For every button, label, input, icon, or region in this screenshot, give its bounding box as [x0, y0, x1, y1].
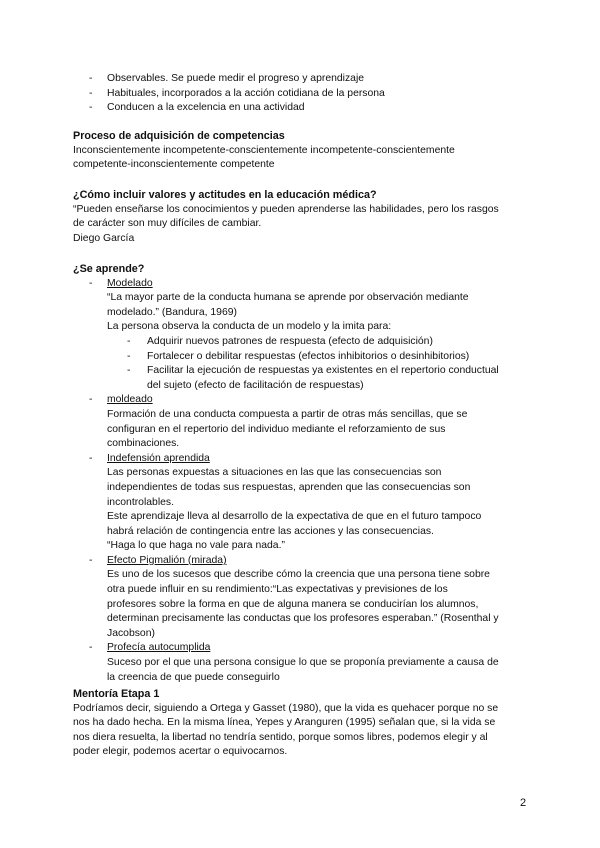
item-title: - Modelado	[107, 277, 153, 289]
item-text: “Haga lo que haga no vale para nada.”	[107, 540, 285, 552]
list-item	[73, 72, 543, 87]
list-item-text: Observables. Se puede medir el progreso y aprendizaje	[107, 73, 365, 84]
list-item	[73, 87, 543, 102]
list-item-indefension	[73, 452, 543, 554]
sub-list-item	[107, 350, 543, 365]
sub-item-text: - Fortalecer o debilitar respuestas (efectos inhibitorios o desinhibitorios)	[147, 350, 470, 362]
item-text: Es uno de los sucesos que describe cómo la creencia que una persona tiene sobre	[107, 569, 490, 581]
item-text: Suceso por el que una persona consigue lo que se proponía previamente a causa de	[107, 657, 499, 669]
item-title: - Efecto Pigmalión (mirada)	[107, 554, 227, 566]
sub-item-text: - Adquirir nuevos patrones de respuesta (efecto de adquisición)	[147, 335, 433, 347]
list-item-profecia	[73, 641, 543, 685]
item-text: habrá relación de contingencia entre las acciones y las consecuencias.	[107, 525, 434, 537]
sub-list-item	[107, 335, 543, 350]
list-item	[73, 101, 543, 116]
intro-list	[73, 72, 543, 116]
item-text: otra puede influir en su rendimiento:“Las expectativas y previsiones de los	[107, 584, 448, 596]
page-number: 2	[520, 797, 527, 809]
item-title: - moldeado	[107, 394, 153, 406]
item-text: profesores sobre la forma en que de alguna manera se conducirían los alumnos,	[107, 598, 479, 610]
item-text: incontrolables.	[107, 496, 175, 508]
list-item-moldeado	[73, 393, 543, 451]
valores-section	[73, 188, 543, 246]
quote-author: Diego García	[73, 232, 135, 244]
sub-item-text: - Facilitar la ejecución de respuestas ya existentes en el repertorio conductual	[147, 365, 499, 377]
list-item-text: Habituales, incorporados a la acción cotidiana de la persona	[107, 87, 385, 99]
paragraph-line: Inconscientemente incompetente-conscientemente incompetente-conscientemente	[73, 144, 455, 156]
paragraph-line: Podríamos decir, siguiendo a Ortega y Gasset (1980), que la vida es quehacer porque no se	[73, 702, 499, 714]
item-text: independientes de todas sus respuestas, aprenden que las consecuencias son	[107, 481, 471, 493]
paragraph-line: poder elegir, podemos acertar o equivocarnos.	[73, 746, 288, 758]
item-text: Las personas expuestas a situaciones en las que las consecuencias son	[107, 467, 442, 479]
item-text: determinan precisamente las conductas que los profesores esperaban.” (Rosenthal y	[107, 613, 499, 625]
item-text: combinaciones.	[107, 438, 180, 450]
list-item-modelado	[73, 277, 543, 394]
item-text: Jacobson)	[107, 627, 155, 639]
intro-list-block	[73, 72, 543, 116]
section-heading: Proceso de adquisición de competencias	[73, 130, 285, 142]
item-title: - Indefensión aprendida	[107, 452, 210, 464]
item-text: modelado.” (Bandura, 1969)	[107, 306, 237, 318]
aprende-section	[73, 262, 543, 685]
paragraph-line: nos ha dado hecha. En la misma línea, Yepes y Aranguren (1995) señalan que, si la vida se	[73, 717, 496, 729]
sub-list-item	[107, 364, 543, 393]
aprende-list	[73, 277, 543, 686]
sub-item-text: del sujeto (efecto de facilitación de respuestas)	[147, 379, 364, 391]
item-text: configuran en el repertorio del individuo mediante el reforzamiento de sus	[107, 423, 446, 435]
item-text: la creencia de que puede conseguirlo	[107, 671, 280, 683]
item-title: - Profecía autocumplida	[107, 642, 211, 654]
mentoria-section	[73, 687, 543, 760]
section-heading: ¿Cómo incluir valores y actitudes en la educación médica?	[73, 189, 377, 201]
item-text: Este aprendizaje lleva al desarrollo de la expectativa de que en el futuro tampoco	[107, 511, 482, 523]
paragraph-line: nos diera resuelta, la libertad no tendría sentido, porque somos libres, podemos elegir y al	[73, 731, 488, 743]
quote-line: de carácter son muy difíciles de cambiar.	[73, 218, 262, 230]
section-heading: Mentoría Etapa 1	[73, 688, 160, 700]
modelado-sublist	[107, 335, 543, 393]
section-heading: ¿Se aprende?	[73, 263, 145, 275]
proceso-section	[73, 129, 543, 173]
quote-line: “Pueden enseñarse los conocimientos y pueden aprenderse las habilidades, pero los rasgos	[73, 203, 499, 215]
paragraph-line: competente-inconscientemente competente	[73, 159, 275, 171]
item-text: Formación de una conducta compuesta a partir de otras más sencillas, que se	[107, 408, 468, 420]
list-item-pigmalion	[73, 554, 543, 642]
item-text: “La mayor parte de la conducta humana se aprende por observación mediante	[107, 292, 469, 304]
list-item-text: Conducen a la excelencia en una actividad	[107, 102, 305, 114]
item-text: La persona observa la conducta de un modelo y la imita para:	[107, 321, 392, 333]
